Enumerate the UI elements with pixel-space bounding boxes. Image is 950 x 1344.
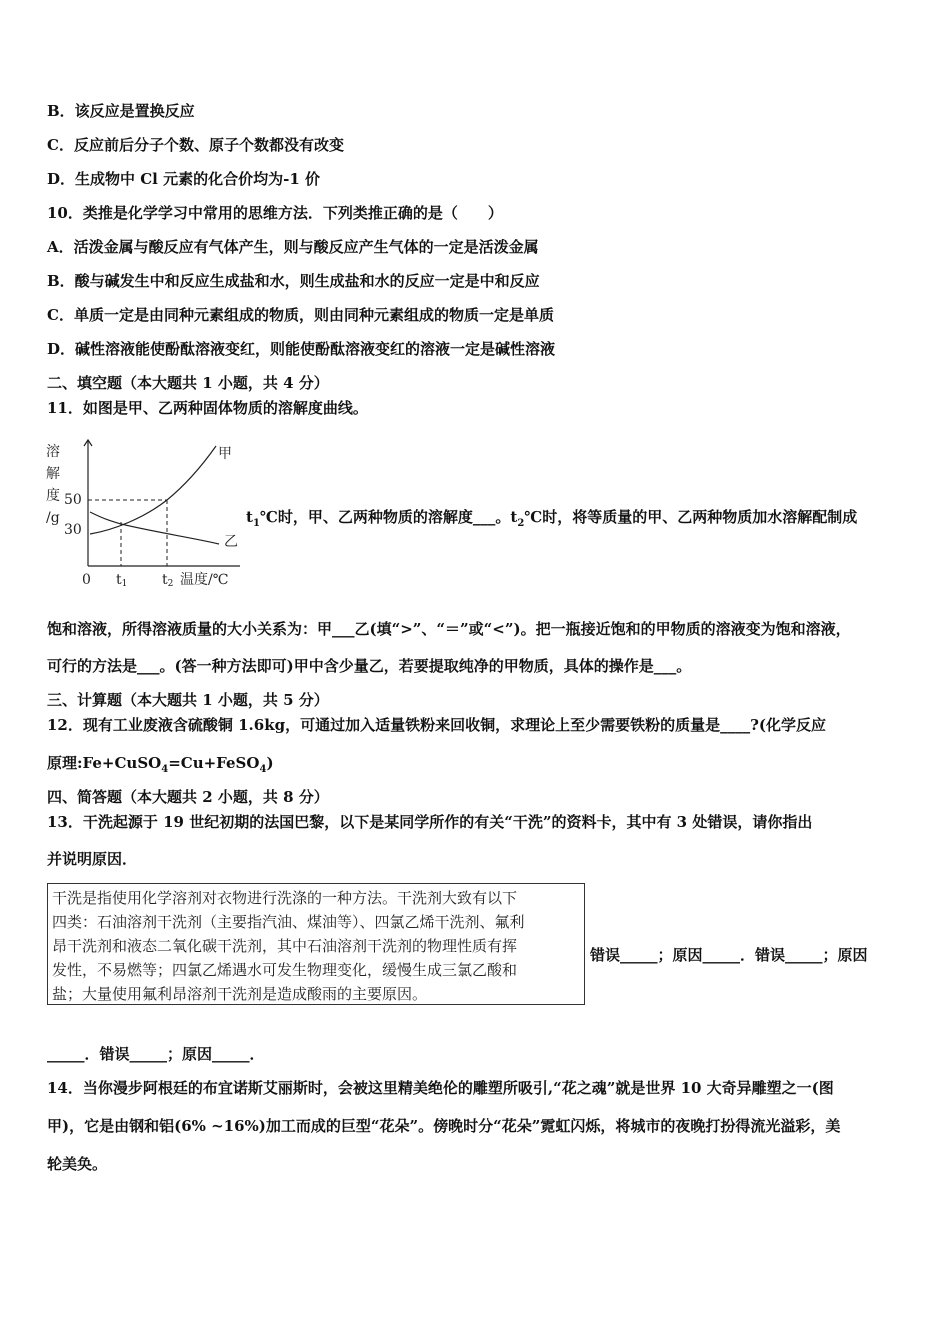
card-line: 发性，不易燃等；四氯乙烯遇水可发生物理变化，缓慢生成三氯乙酸和 (52, 961, 518, 979)
curve-jia (90, 446, 216, 534)
q10-option-b: B．酸与碱发生中和反应生成盐和水，则生成盐和水的反应一定是中和反应 (47, 272, 540, 290)
q14-line-3: 轮美奂。 (47, 1155, 108, 1173)
q13-line-2: 并说明原因． (47, 850, 138, 868)
y-axis-label-1: 溶 (46, 444, 60, 460)
section-4-heading: 四、简答题（本大题共 2 小题，共 8 分） (47, 788, 329, 806)
section-2-heading: 二、填空题（本大题共 1 小题，共 4 分） (47, 374, 329, 392)
card-line: 昂干洗剂和液态二氧化碳干洗剂，其中石油溶剂干洗剂的物理性质有挥 (52, 937, 518, 955)
x-tick-t1: t1 (116, 572, 128, 589)
card-line: 干洗是指使用化学溶剂对衣物进行洗涤的一种方法。干洗剂大致有以下 (52, 889, 518, 907)
curve-label-yi: 乙 (224, 534, 238, 550)
q11-text-line-3: 可行的方法是___。(答一种方法即可)甲中含少量乙，若要提取纯净的甲物质，具体的操作是___。 (47, 657, 692, 675)
solubility-curve-graph (44, 438, 244, 590)
card-line: 四类：石油溶剂干洗剂（主要指汽油、煤油等）、四氯乙烯干洗剂、氟利 (52, 913, 525, 931)
q11-text-line-2: 饱和溶液，所得溶液质量的大小关系为：甲___乙(填“>”、“＝”或“<”)。把一瓶接近饱和的甲物质的溶液变为饱和溶液， (47, 620, 851, 638)
q11-text-line-1: $t_1℃$时，甲、乙两种物质的溶解度___。$t_2℃$时，将等质量的甲、乙两种物质加水溶解配制成 (246, 508, 858, 529)
q9-option-c: C．反应前后分子个数、原子个数都没有改变 (47, 136, 344, 154)
y-axis-label-2: 解 (46, 466, 60, 482)
q11-stem: 11．如图是甲、乙两种固体物质的溶解度曲线。 (47, 399, 368, 417)
curve-yi (90, 512, 219, 544)
q13-answer-line-2: _____．错误_____；原因_____． (47, 1045, 265, 1063)
q14-line-2: 甲)，它是由钢和铝(6% ~16%)加工而成的巨型“花朵”。傍晚时分“花朵”霓虹闪烁，将城市的夜晚打扮得流光溢彩，美 (47, 1117, 841, 1135)
q10-option-a: A．活泼金属与酸反应有气体产生，则与酸反应产生气体的一定是活泼金属 (47, 238, 539, 256)
q14-line-1: 14．当你漫步阿根廷的布宜诺斯艾丽斯时，会被这里精美绝伦的雕塑所吸引,“花之魂”就是世界 10 大奇异雕塑之一(图 (47, 1079, 834, 1097)
q9-option-b: B．该反应是置换反应 (47, 102, 195, 120)
q13-answer-line-1: 错误_____；原因_____．错误_____；原因 (590, 946, 868, 964)
dry-cleaning-info-card (47, 883, 585, 1005)
curve-label-jia: 甲 (218, 446, 232, 462)
origin-label: 0 (82, 572, 91, 588)
y-axis-label-3: 度 (46, 488, 60, 504)
y-tick-30: 30 (64, 522, 82, 538)
x-axis-label: 温度/℃ (180, 572, 229, 588)
y-tick-50: 50 (64, 492, 82, 508)
y-axis-label-4: /g (46, 510, 60, 526)
section-3-heading: 三、计算题（本大题共 1 小题，共 5 分） (47, 691, 329, 709)
q10-option-c: C．单质一定是由同种元素组成的物质，则由同种元素组成的物质一定是单质 (47, 306, 554, 324)
q10-stem: 10．类推是化学学习中常用的思维方法．下列类推正确的是（ ） (47, 204, 503, 222)
q13-line-1: 13．干洗起源于 19 世纪初期的法国巴黎，以下是某同学所作的有关“干洗”的资料卡，其中有 3 处错误，请你指出 (47, 813, 813, 831)
x-tick-t2: t2 (162, 572, 174, 589)
q12-line-2: 原理:Fe+CuSO$_4$=Cu+FeSO$_4$) (47, 754, 274, 775)
q12-line-1: 12．现有工业废液含硫酸铜 1.6kg，可通过加入适量铁粉来回收铜，求理论上至少需要铁粉的质量是____?(化学反应 (47, 716, 826, 734)
q9-option-d: D．生成物中 Cl 元素的化合价均为-1 价 (47, 170, 320, 188)
q10-option-d: D．碱性溶液能使酚酞溶液变红，则能使酚酞溶液变红的溶液一定是碱性溶液 (47, 340, 556, 358)
card-line: 盐；大量使用氟利昂溶剂干洗剂是造成酸雨的主要原因。 (52, 985, 428, 1003)
